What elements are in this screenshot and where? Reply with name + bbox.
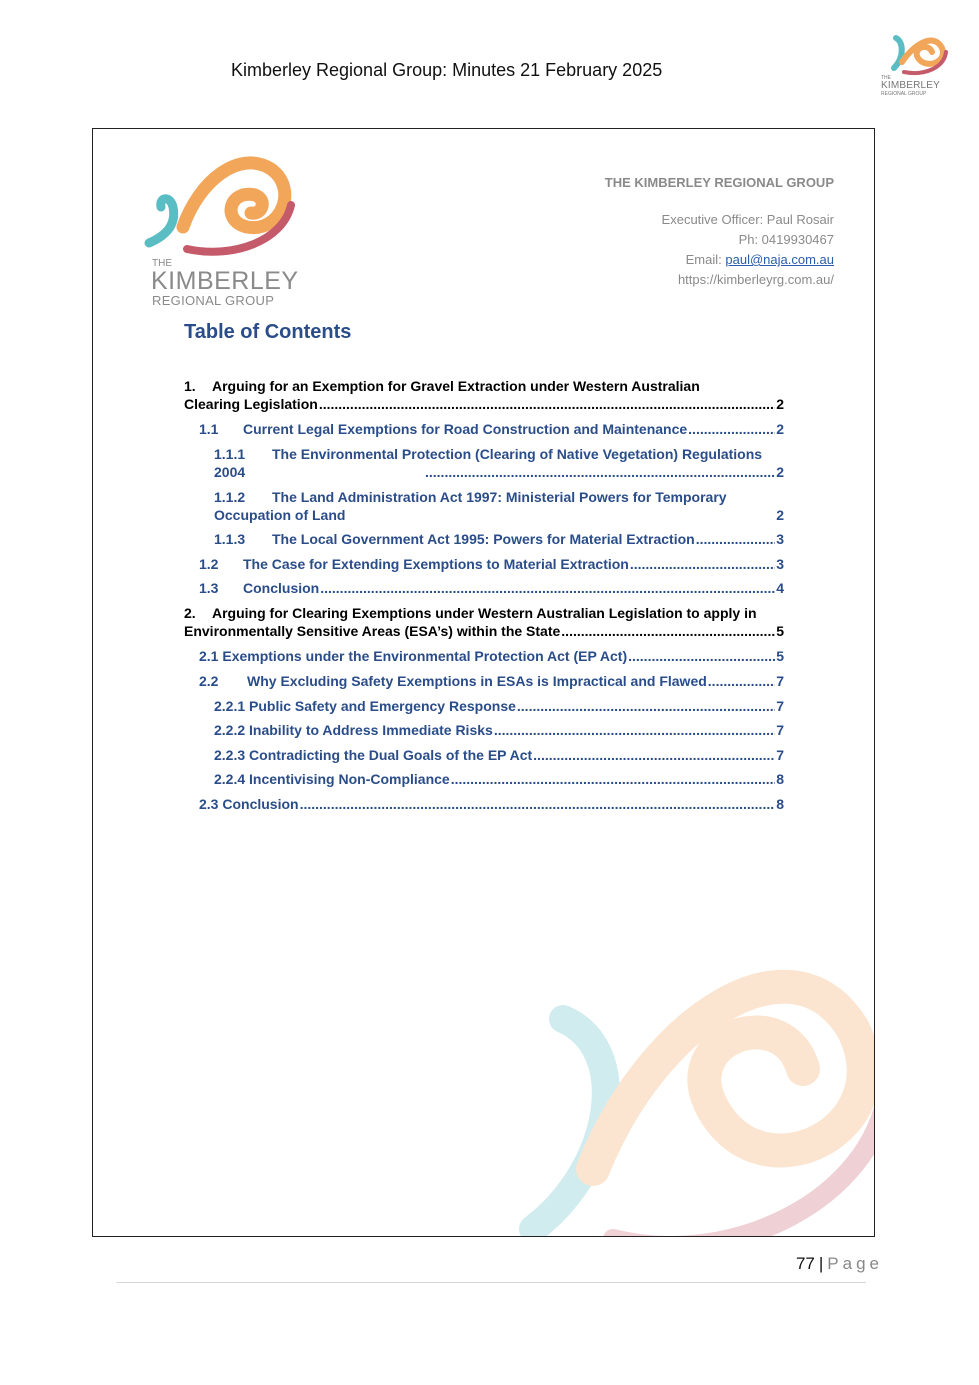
toc-entry-text: Arguing for an Exemption for Gravel Extraction under Western Australian: [212, 378, 700, 394]
toc-entry-page: 2: [776, 421, 784, 437]
toc-entry-text: 2.1 Exemptions under the Environmental Protection Act (EP Act): [199, 648, 628, 664]
toc-entry-2-1[interactable]: [199, 647, 784, 665]
toc-entry-text-cont: Clearing Legislation: [184, 396, 318, 412]
toc-entry-1-1-2[interactable]: [214, 488, 784, 524]
toc-entry-1[interactable]: [184, 377, 784, 413]
toc-entry-text: 2.3 Conclusion: [199, 796, 299, 812]
toc-entry-page: 7: [776, 722, 784, 738]
letterhead-contact: [605, 173, 834, 290]
toc-entry-text: The Local Government Act 1995: Powers for Material Extraction: [272, 531, 695, 547]
toc-entry-text-cont: Environmentally Sensitive Areas (ESA’s) within the State: [184, 623, 561, 639]
toc-entry-page: 2: [776, 396, 784, 412]
toc-entry-1-2[interactable]: [199, 555, 784, 573]
embedded-document-page: [92, 128, 875, 1237]
letterhead-logo-group: REGIONAL GROUP: [152, 293, 275, 308]
letterhead-logo-the: THE: [152, 258, 172, 269]
letterhead-logo: [143, 141, 303, 311]
toc-entry-text: 2.2.1 Public Safety and Emergency Response: [214, 698, 516, 714]
toc-entry-page: 7: [776, 673, 784, 689]
page-footer: [796, 1254, 883, 1274]
toc-entry-number: 2.: [184, 605, 196, 621]
toc-entry-2-2[interactable]: [199, 672, 784, 690]
footer-divider: [116, 1282, 866, 1283]
toc-entry-text-cont: 2004: [214, 464, 246, 480]
toc-entry-text: 2.2.3 Contradicting the Dual Goals of the EP Act: [214, 747, 533, 763]
page-number: 77: [795, 1254, 815, 1273]
toc-entry-2-2-4[interactable]: [214, 770, 784, 788]
header-logo-the: THE: [881, 75, 891, 81]
toc-entry-page: 3: [776, 556, 784, 572]
header-logo: [874, 22, 950, 102]
toc-entry-1-3[interactable]: [199, 579, 784, 597]
toc-entry-page: 7: [776, 747, 784, 763]
toc-entry-page: 5: [776, 623, 784, 639]
toc-entry-text: The Environmental Protection (Clearing of Native Vegetation) Regulations: [272, 446, 763, 462]
toc-entry-2-2-1[interactable]: [214, 697, 784, 715]
toc-entry-page: 2: [776, 464, 784, 480]
toc-entry-page: 5: [776, 648, 784, 664]
toc-entry-1-1-1[interactable]: [214, 445, 784, 481]
toc-entry-number: 1.1.3: [214, 531, 246, 547]
toc-entry-number: 1.1.2: [214, 489, 246, 505]
toc-entry-number: 1.3: [199, 580, 219, 596]
website-url[interactable]: https://kimberleyrg.com.au/: [677, 272, 834, 287]
email-link[interactable]: paul@naja.com.au: [725, 252, 834, 267]
toc-entry-text: 2.2.2 Inability to Address Immediate Risks: [214, 722, 493, 738]
email-line: [605, 250, 834, 270]
toc-entry-text: The Land Administration Act 1997: Ministerial Powers for Temporary: [272, 489, 727, 505]
toc-entry-number: 1.2: [199, 556, 219, 572]
toc-entry-page: 8: [776, 771, 784, 787]
toc-entry-text: Current Legal Exemptions for Road Construction and Maintenance: [243, 421, 688, 437]
executive-officer: Executive Officer: Paul Rosair: [661, 212, 834, 227]
footer-separator: |: [818, 1254, 824, 1273]
toc-entry-number: 2.2: [199, 673, 219, 689]
toc-entry-page: 2: [776, 507, 784, 523]
toc-entry-page: 3: [776, 531, 784, 547]
toc-entry-text-cont: Occupation of Land: [214, 507, 346, 523]
toc-entry-2-2-2[interactable]: [214, 721, 784, 739]
toc-entry-1-1[interactable]: [199, 420, 784, 438]
kimberley-logo-icon: [874, 22, 950, 76]
toc-entry-2-3[interactable]: [199, 795, 784, 813]
header-logo-group: REGIONAL GROUP: [881, 91, 927, 97]
logo-watermark-icon: [433, 869, 875, 1237]
toc-entry-page: 7: [776, 698, 784, 714]
toc-entry-number: 1.1: [199, 421, 219, 437]
page-word: Page: [827, 1254, 883, 1273]
letterhead-logo-name: KIMBERLEY: [151, 267, 299, 295]
page-header-title: Kimberley Regional Group: Minutes 21 February 2025: [231, 60, 663, 80]
toc-entry-1-1-3[interactable]: [214, 530, 784, 548]
toc-entry-page: 4: [776, 580, 784, 596]
toc-entry-2-2-3[interactable]: [214, 746, 784, 764]
org-name: THE KIMBERLEY REGIONAL GROUP: [604, 175, 834, 190]
email-label: Email:: [685, 252, 722, 267]
kimberley-logo-icon: [143, 141, 303, 256]
toc-entry-text: 2.2.4 Incentivising Non-Compliance: [214, 771, 450, 787]
toc-entry-number: 1.: [184, 378, 196, 394]
toc-entry-text: Arguing for Clearing Exemptions under Western Australian Legislation to apply in: [212, 605, 757, 621]
toc-heading: Table of Contents: [184, 321, 352, 343]
toc-entry-text: Why Excluding Safety Exemptions in ESAs is Impractical and Flawed: [247, 673, 707, 689]
toc-entry-2[interactable]: [184, 604, 784, 640]
toc-entry-text: The Case for Extending Exemptions to Material Extraction: [243, 556, 629, 572]
toc-entry-number: 1.1.1: [214, 446, 246, 462]
toc-entry-text: Conclusion: [243, 580, 320, 596]
header-logo-name: KIMBERLEY: [881, 80, 941, 91]
phone-number: Ph: 0419930467: [738, 232, 834, 247]
toc-entry-page: 8: [776, 796, 784, 812]
